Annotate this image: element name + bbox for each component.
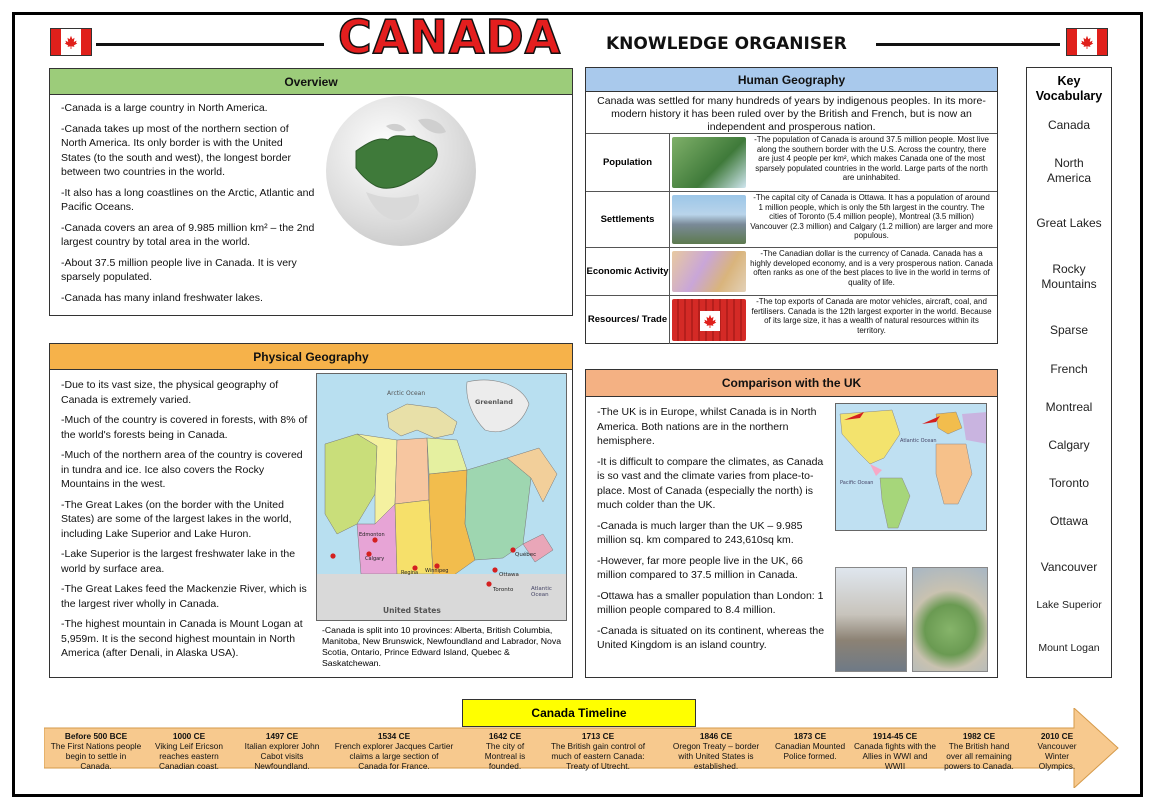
vocab-item: Sparse	[1049, 323, 1089, 337]
timeline-date: 1914-45 CE	[872, 731, 918, 741]
timeline-text: Canadian Mounted Police formed.	[774, 741, 846, 761]
map-label-regina: Regina	[401, 570, 419, 576]
map-label-ottawa: Ottawa	[499, 572, 519, 578]
overview-paragraph: -Canada has many inland freshwater lakes.	[61, 291, 263, 304]
timeline-text: Italian explorer John Cabot visits Newfoundland.	[244, 741, 320, 771]
timeline-text: French explorer Jacques Cartier claims a large section of Canada for France.	[334, 741, 454, 771]
timeline-event	[238, 731, 326, 771]
world-map-image	[835, 403, 987, 531]
shipping-container-image	[672, 299, 746, 341]
hg-row-population	[586, 133, 997, 191]
map-label-winnipeg: Winnipeg	[425, 568, 449, 574]
timeline-date: 1982 CE	[962, 731, 996, 741]
header-rule-left	[96, 43, 324, 46]
timeline-event	[148, 731, 230, 771]
vocab-item: Mount Logan	[1038, 642, 1100, 654]
hg-text: -The Canadian dollar is the currency of Canada. Canada has a highly developed economy, and is a very prosperous nation. Canada often ranks as one of the best places to live in the world in terms of quality of life.	[750, 249, 993, 287]
ottawa-photo	[912, 567, 988, 672]
timeline-text: The British hand over all remaining powers to Canada.	[944, 741, 1014, 771]
canada-flag-icon-right	[1066, 28, 1108, 56]
comparison-panel	[585, 369, 998, 678]
timeline-date: 1534 CE	[377, 731, 411, 741]
hg-text: -The capital city of Canada is Ottawa. It has a population of around 1 million people, which is only the 5th largest in the country. The cities of Toronto (5.4 million people), Montreal (3.5 million) Vancouver (2.3 million) and Calgary (1.2 million) are larger and more populous.	[750, 193, 993, 241]
hg-row-economic	[586, 247, 997, 295]
vocab-item: Lake Superior	[1036, 599, 1102, 611]
map-label-us: United States	[383, 606, 441, 615]
page-title: CANADA	[338, 10, 562, 64]
timeline-event	[774, 731, 846, 761]
hg-row-resources	[586, 295, 997, 344]
overview-text	[61, 101, 315, 311]
map-label-toronto: Toronto	[493, 587, 514, 593]
timeline-event	[668, 731, 764, 771]
vocab-item: French	[1050, 362, 1088, 376]
comparison-paragraph: -The UK is in Europe, whilst Canada is in North America. Both nations are in the northern hemisphere.	[597, 406, 817, 447]
map-label-arctic: Arctic Ocean	[387, 390, 426, 397]
canada-provinces-map	[316, 373, 567, 621]
comparison-text	[597, 405, 829, 659]
vocab-item: Montreal	[1045, 400, 1093, 414]
vocab-item: Great Lakes	[1036, 216, 1102, 230]
vocab-item: Ottawa	[1049, 514, 1088, 528]
overview-panel	[49, 68, 573, 316]
hg-label: Economic Activity	[586, 248, 670, 295]
physical-geography-panel	[49, 343, 573, 678]
timeline-date: Before 500 BCE	[64, 731, 128, 741]
hg-text: -The population of Canada is around 37.5 million people. Most live along the southern border with the U.S. Across the country, there are just 4 people per km², which makes Canada one of the most sparsely populated countries in the world. Large parts of the north are uninhabited.	[754, 135, 989, 183]
vocab-item: Calgary	[1048, 438, 1090, 452]
timeline-text: Oregon Treaty – border with United States is established.	[672, 741, 760, 771]
provinces-caption: -Canada is split into 10 provinces: Alberta, British Columbia, Manitoba, New Brunswick, Newfoundland and Labrador, Nova Scotia, Ontario, Prince Edward Island, Quebec & Saskatchewan.	[322, 625, 562, 668]
comparison-paragraph: -Ottawa has a smaller population than London: 1 million people compared to 8.4 million.	[597, 589, 824, 616]
timeline-heading: Canada Timeline	[462, 699, 696, 727]
hg-label: Resources/ Trade	[586, 296, 670, 344]
physical-paragraph: -Much of the country is covered in forests, with 8% of the world's forests being in Canada.	[61, 414, 308, 441]
comparison-paragraph: -Canada is much larger than the UK – 9.985 million sq. km compared to 243,610sq km.	[597, 519, 803, 546]
human-geography-intro: Canada was settled for many hundreds of years by indigenous peoples. In its more-modern history it has been ruled over by the British and French, but is now an independent and prosperous nation.	[597, 95, 986, 133]
timeline-text: Viking Leif Ericson reaches eastern Canadian coast.	[154, 741, 224, 771]
timeline-text: The city of Montreal is founded.	[484, 741, 526, 771]
vocab-item: Canada	[1047, 118, 1091, 132]
timeline-event	[334, 731, 454, 771]
overview-paragraph: -Canada is a large country in North America.	[61, 102, 268, 114]
timeline-event	[548, 731, 648, 771]
comparison-heading: Comparison with the UK	[586, 370, 997, 397]
map-label-atlantic: Atlantic Ocean	[531, 586, 552, 598]
maple-leaf-icon	[700, 311, 720, 331]
vocab-item: North America	[1046, 156, 1091, 185]
timeline-text: Canada fights with the Allies in WWI and WWII	[853, 741, 937, 771]
timeline-date: 1642 CE	[488, 731, 522, 741]
overview-heading: Overview	[50, 69, 572, 95]
map-label-quebec: Québec	[515, 552, 537, 558]
overview-paragraph: -Canada takes up most of the northern section of North America. Its only border is with the United States (to the south and west), the longest border between two countries in the world.	[61, 122, 291, 178]
hg-row-settlements	[586, 191, 997, 247]
city-skyline-image	[672, 195, 746, 244]
currency-image	[672, 251, 746, 292]
timeline-text: Vancouver Winter Olympics.	[1037, 741, 1077, 771]
canada-flag-icon-left	[50, 28, 92, 56]
comparison-paragraph: -It is difficult to compare the climates, as Canada is so vast and the climate varies from place-to-place. Most of Canada (especially the north) is much colder than the UK.	[597, 455, 824, 511]
vocab-item: Rocky Mountains	[1041, 262, 1097, 291]
physical-paragraph: -The Great Lakes (on the border with the United States) are some of the largest lakes in the world, including Lake Superior and Lake Huron.	[61, 498, 292, 540]
globe-map-image	[326, 96, 476, 246]
map-label-atlantic: Atlantic Ocean	[900, 438, 937, 444]
physical-paragraph: -Much of the northern area of the country is covered in tundra and ice. Ice also covers the Rocky Mountains in the west.	[61, 449, 303, 490]
timeline-event	[1026, 731, 1088, 771]
physical-paragraph: -Due to its vast size, the physical geography of Canada is extremely varied.	[61, 379, 279, 406]
timeline-text: The British gain control of much of eastern Canada: Treaty of Utrecht.	[550, 741, 646, 771]
timeline-event	[940, 731, 1018, 771]
timeline-date: 1873 CE	[793, 731, 827, 741]
timeline-event	[472, 731, 538, 771]
map-label-pacific: Pacific Ocean	[840, 480, 874, 486]
map-label-calgary: Calgary	[365, 556, 385, 562]
header-rule-right	[876, 43, 1060, 46]
timeline-date: 1497 CE	[265, 731, 299, 741]
timeline-event	[852, 731, 938, 771]
overview-paragraph: -It also has a long coastlines on the Arctic, Atlantic and Pacific Oceans.	[61, 186, 315, 213]
timeline-date: 1713 CE	[581, 731, 615, 741]
overview-paragraph: -About 37.5 million people live in Canada. It is very sparsely populated.	[61, 256, 297, 283]
physical-paragraph: -Lake Superior is the largest freshwater lake in the world by surface area.	[61, 548, 296, 575]
timeline-event	[50, 731, 142, 771]
vocabulary-heading: Key Vocabulary	[1035, 74, 1103, 103]
vocabulary-panel	[1026, 67, 1112, 678]
physical-geography-text	[61, 378, 313, 667]
vocab-item: Toronto	[1048, 476, 1090, 490]
page-subtitle: KNOWLEDGE ORGANISER	[606, 34, 847, 54]
timeline-date: 1846 CE	[699, 731, 733, 741]
vocab-item: Vancouver	[1040, 560, 1098, 574]
human-geography-heading: Human Geography	[586, 68, 997, 92]
hg-label: Settlements	[586, 192, 670, 247]
hg-text: -The top exports of Canada are motor vehicles, aircraft, coal, and fertilisers. Canada is the 12th largest exporter in the world. Because of its large size, it has a wealth of natural resources within its territory.	[751, 297, 992, 335]
map-label-greenland: Greenland	[475, 398, 513, 406]
timeline-text: The First Nations people begin to settle in Canada.	[50, 741, 142, 771]
physical-paragraph: -The highest mountain in Canada is Mount Logan at 5,959m. It is the second highest mountain in North America (after Denali, in Alaska USA).	[61, 618, 303, 659]
london-photo	[835, 567, 907, 672]
timeline-date: 2010 CE	[1040, 731, 1074, 741]
timeline-date: 1000 CE	[172, 731, 206, 741]
comparison-paragraph: -However, far more people live in the UK, 66 million compared to 37.5 million in Canada.	[597, 554, 804, 581]
physical-paragraph: -The Great Lakes feed the Mackenzie River, which is the largest river wholly in Canada.	[61, 583, 307, 610]
physical-geography-heading: Physical Geography	[50, 344, 572, 370]
overview-paragraph: -Canada covers an area of 9.985 million km² – the 2nd largest country by total area in the world.	[61, 221, 315, 248]
comparison-paragraph: -Canada is situated on its continent, whereas the United Kingdom is an island country.	[597, 624, 825, 651]
population-map-image	[672, 137, 746, 188]
hg-label: Population	[586, 134, 670, 191]
human-geography-panel	[585, 67, 998, 344]
map-label-edmonton: Edmonton	[359, 532, 385, 538]
